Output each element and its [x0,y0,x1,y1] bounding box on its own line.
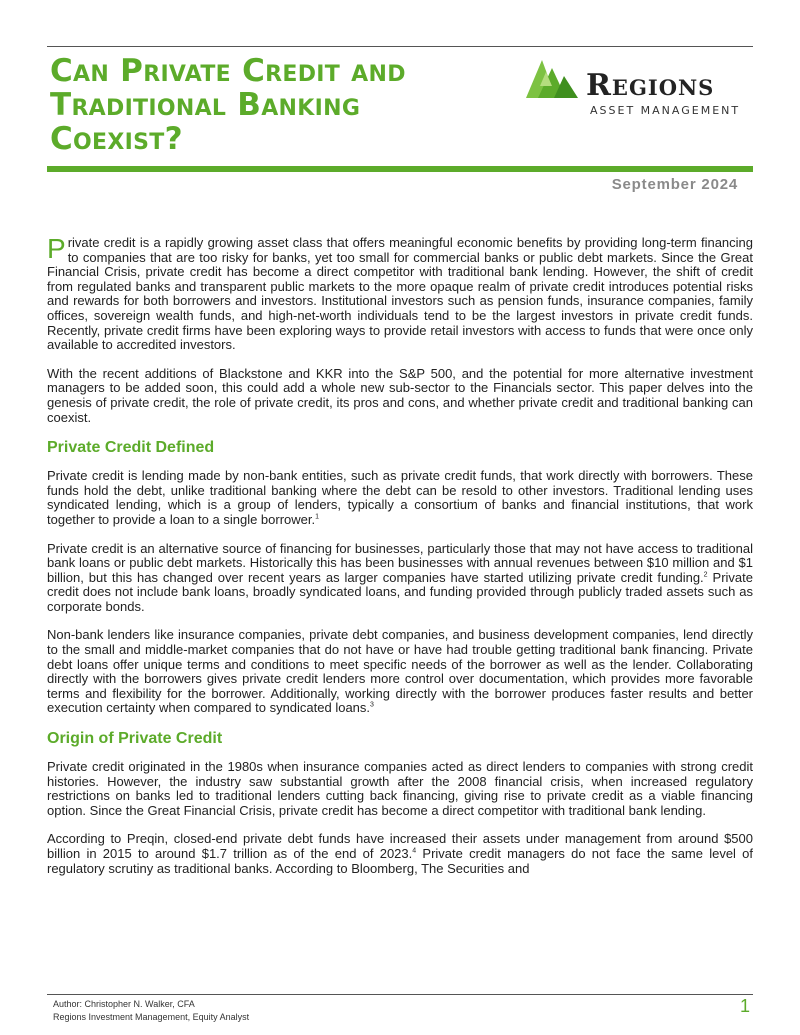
footnote-ref-1[interactable]: 1 [315,513,320,521]
logo-wordmark: Regions [586,68,715,103]
page-title: Can Private Credit and Traditional Banking Coexist? [50,53,406,157]
section2-paragraph-2 [47,832,753,876]
footer-author-block [53,998,249,1024]
section2-p2a-text: According to Preqin, closed-end private debt funds have increased their assets under management from around $500 billion in 2015 to around $1.7 trillion as of the end of 2023. [47,831,753,861]
intro-paragraph-2: With the recent additions of Blackstone and KKR into the S&P 500, and the potential for more alternative investment managers to be added soon, this could add a whole new sub-sector to the Financials sector. This paper delves into the genesis of private credit, the role of private credit, its pros and cons, and whether private credit and traditional banking can coexist. [47,365,753,425]
footer-author: Author: Christopher N. Walker, CFA [53,999,195,1009]
footer-rule [47,994,753,995]
publication-date: September 2024 [611,176,738,193]
header-accent-bar [47,166,753,172]
section1-paragraph-1 [47,469,753,527]
section-heading-origin-of-private-credit: Origin of Private Credit [47,730,223,748]
logo-subtitle: ASSET MANAGEMENT [590,104,741,117]
footnote-ref-4[interactable]: 4 [412,847,417,855]
regions-triangle-icon [526,60,582,100]
regions-logo [526,60,746,122]
footnote-ref-3[interactable]: 3 [370,702,374,710]
section1-paragraph-2 [47,542,753,615]
drop-cap: P [47,233,66,264]
top-rule [47,46,753,47]
intro-paragraph-1 [47,233,753,353]
article-body [47,233,754,890]
footnote-ref-2[interactable]: 2 [703,571,708,579]
section2-paragraph-1: Private credit originated in the 1980s when insurance companies acted as direct lenders to companies with strong credit histories. However, the industry saw substantial growth after the 2008 financial crisis, when increased regulatory restrictions on banks led to traditional lenders cutting back financing, giving rise to private credit as a viable financing option. Since the Great Financial Crisis, private credit has become a direct competitor with traditional bank lending. [47,759,753,818]
intro-paragraph-1-text: rivate credit is a rapidly growing asset class that offers meaningful economic benefits by providing long-term financing to companies that are too risky for banks, yet too small for commercial banks or public debt markets. Since the Great Financial Crisis, private credit has become a direct competitor with traditional bank lending. However, the shift of credit from regulated banks and transparent public markets to the more opaque realm of private credit introduces potential risks and rewards for both borrowers and investors. Institutional investors such as pension funds, insurance companies, family offices, sovereign wealth funds, and high-net-worth individuals tend to be the largest investors in private credit funds. Recently, private credit firms have been exploring ways to provide retail investors with access to funds that were once only available to accredited investors. [47,235,753,353]
section1-p1-text: Private credit is lending made by non-bank entities, such as private credit funds, that work directly with borrowers. These funds hold the debt, unlike traditional banking where the debt can be resold to other investors. Traditional lending uses syndicated lending, which is a group of lenders, typically a consortium of banks and financial institutions, that work together to provide a loan to a single borrower. [47,468,753,527]
section1-p2a-text: Private credit is an alternative source of financing for businesses, particularly those that may not have access to traditional bank loans or public debt markets. Historically this has been businesses with annual revenues between $10 million and $1 billion, but this has changed over recent years as larger companies have started utilizing private credit funding. [47,540,753,585]
section1-paragraph-3 [47,628,753,716]
section2-p2b-text: Private credit managers do not face the same level of regulatory scrutiny as traditional banks. According to Bloomberg, The Securities and [47,846,754,876]
section-heading-private-credit-defined: Private Credit Defined [47,439,215,457]
page-number: 1 [739,996,750,1016]
footer-affiliation: Regions Investment Management, Equity Analyst [53,1012,250,1022]
section1-p3-text: Non-bank lenders like insurance companies, private debt companies, and business development companies, lend directly to the small and middle-market companies that do not have or have had trouble getting traditional bank financing. Private debt loans offer unique terms and conditions to meet specific needs of the borrower as well as the lender. Collaborating directly with the borrowers gives private credit lenders more control over documentation, which provides more favorable terms and flexibility for the borrower. Additionally, working directly with the borrower produces faster results and better execution certainty when compared to syndicated loans. [47,627,753,716]
section1-p2b-text: Private credit does not include bank loans, broadly syndicated loans, and funding provided through publicly traded assets such as corporate bonds. [47,569,753,614]
